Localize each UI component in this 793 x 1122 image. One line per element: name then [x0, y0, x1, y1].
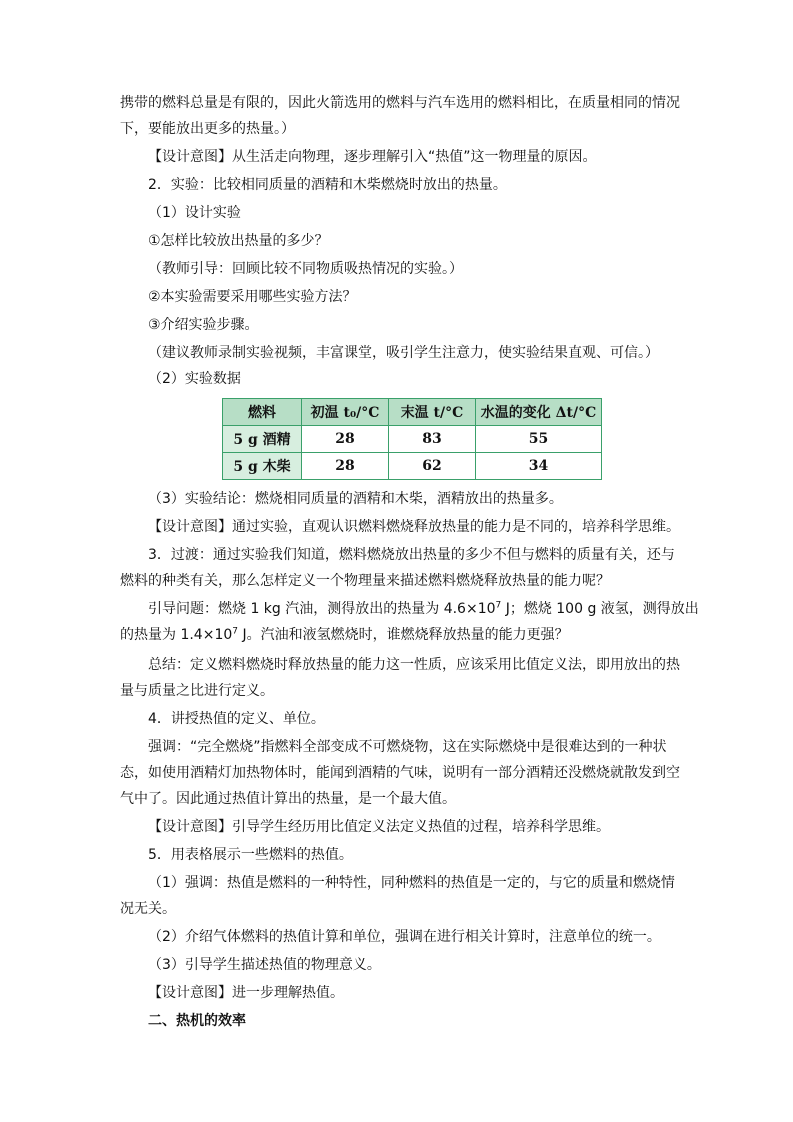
- lead-question-text: J；燃烧 100 g 液氢，测得放出: [501, 601, 699, 617]
- step-5-item-1-line1: （1）强调：热值是燃料的一种特性，同种燃料的热值是一定的，与它的质量和燃烧情: [148, 875, 675, 891]
- emphasis-line3: 气中了。因此通过热值计算出的热量，是一个最大值。: [120, 791, 456, 807]
- experiment-data-title: （2）实验数据: [148, 371, 241, 387]
- step-3-line1: 3．过渡：通过实验我们知道，燃料燃烧放出热量的多少不但与燃料的质量有关，还与: [148, 547, 675, 563]
- table-cell: 28: [302, 453, 389, 480]
- paragraph-fuel-line1: 携带的燃料总量是有限的，因此火箭选用的燃料与汽车选用的燃料相比，在质量相同的情况: [120, 95, 680, 111]
- step-5-item-3: （3）引导学生描述热值的物理意义。: [148, 957, 381, 973]
- question-1: ①怎样比较放出热量的多少？: [148, 233, 329, 249]
- table-header-cell: 末温 t/°C: [389, 399, 476, 426]
- table-header-row: [223, 399, 602, 426]
- lead-question-line2: [120, 626, 569, 644]
- design-experiment-title: （1）设计实验: [148, 205, 241, 221]
- table-cell: 83: [389, 426, 476, 453]
- paragraph-fuel-line2: 下，要能放出更多的热量。）: [120, 121, 295, 137]
- design-intent-2: 【设计意图】通过实验，直观认识燃料燃烧释放热量的能力是不同的，培养科学思维。: [148, 519, 680, 535]
- step-5-item-2: （2）介绍气体燃料的热值计算和单位，强调在进行相关计算时，注意单位的统一。: [148, 929, 661, 945]
- table-row: [223, 453, 602, 480]
- design-intent-1: 【设计意图】从生活走向物理，逐步理解引入“热值”这一物理量的原因。: [148, 149, 597, 165]
- step-5-item-1-line2: 况无关。: [120, 901, 176, 917]
- table-row: [223, 426, 602, 453]
- step-2-heading: 2．实验：比较相同质量的酒精和木柴燃烧时放出的热量。: [148, 177, 507, 193]
- table-cell: 28: [302, 426, 389, 453]
- emphasis-line2: 态，如使用酒精灯加热物体时，能闻到酒精的气味，说明有一部分酒精还没燃烧就散发到空: [120, 765, 680, 781]
- experiment-conclusion: （3）实验结论：燃烧相同质量的酒精和木柴，酒精放出的热量多。: [148, 491, 563, 507]
- experiment-data-table: [222, 398, 602, 480]
- lead-question-line1: [148, 600, 699, 618]
- lead-question-text: 的热量为 1.4×10: [120, 627, 233, 643]
- section-heading-heat-engine-efficiency: 二、热机的效率: [148, 1013, 246, 1029]
- table-header-cell: 初温 t₀/°C: [302, 399, 389, 426]
- exponent: 7: [495, 600, 502, 611]
- table-cell: 5 g 酒精: [223, 426, 302, 453]
- table-header-cell: 燃料: [223, 399, 302, 426]
- exponent: 7: [232, 626, 238, 637]
- lead-question-text: 引导问题：燃烧 1 kg 汽油，测得放出的热量为 4.6×10: [148, 601, 496, 617]
- step-4-heading: 4．讲授热值的定义、单位。: [148, 711, 325, 727]
- table-cell: 62: [389, 453, 476, 480]
- table-cell: 55: [476, 426, 602, 453]
- step-5-heading: 5．用表格展示一些燃料的热值。: [148, 847, 353, 863]
- table-cell: 5 g 木柴: [223, 453, 302, 480]
- question-3: ③介绍实验步骤。: [148, 317, 259, 333]
- summary-line2: 量与质量之比进行定义。: [120, 683, 274, 699]
- teacher-suggestion: （建议教师录制实验视频，丰富课堂，吸引学生注意力，使实验结果直观、可信。）: [148, 345, 659, 361]
- lead-question-text: J。汽油和液氢燃烧时，谁燃烧释放热量的能力更强？: [238, 627, 569, 643]
- teacher-guide-1: （教师引导：回顾比较不同物质吸热情况的实验。）: [148, 261, 463, 277]
- design-intent-4: 【设计意图】进一步理解热值。: [148, 985, 344, 1001]
- summary-line1: 总结：定义燃料燃烧时释放热量的能力这一性质，应该采用比值定义法，即用放出的热: [148, 657, 680, 673]
- design-intent-3: 【设计意图】引导学生经历用比值定义法定义热值的过程，培养科学思维。: [148, 819, 610, 835]
- table-cell: 34: [476, 453, 602, 480]
- emphasis-line1: 强调：“完全燃烧”指燃料全部变成不可燃烧物，这在实际燃烧中是很难达到的一种状: [148, 739, 667, 755]
- step-3-line2: 燃料的种类有关，那么怎样定义一个物理量来描述燃料燃烧释放热量的能力呢？: [120, 573, 610, 589]
- question-2: ②本实验需要采用哪些实验方法？: [148, 289, 357, 305]
- table-header-cell: 水温的变化 Δt/°C: [476, 399, 602, 426]
